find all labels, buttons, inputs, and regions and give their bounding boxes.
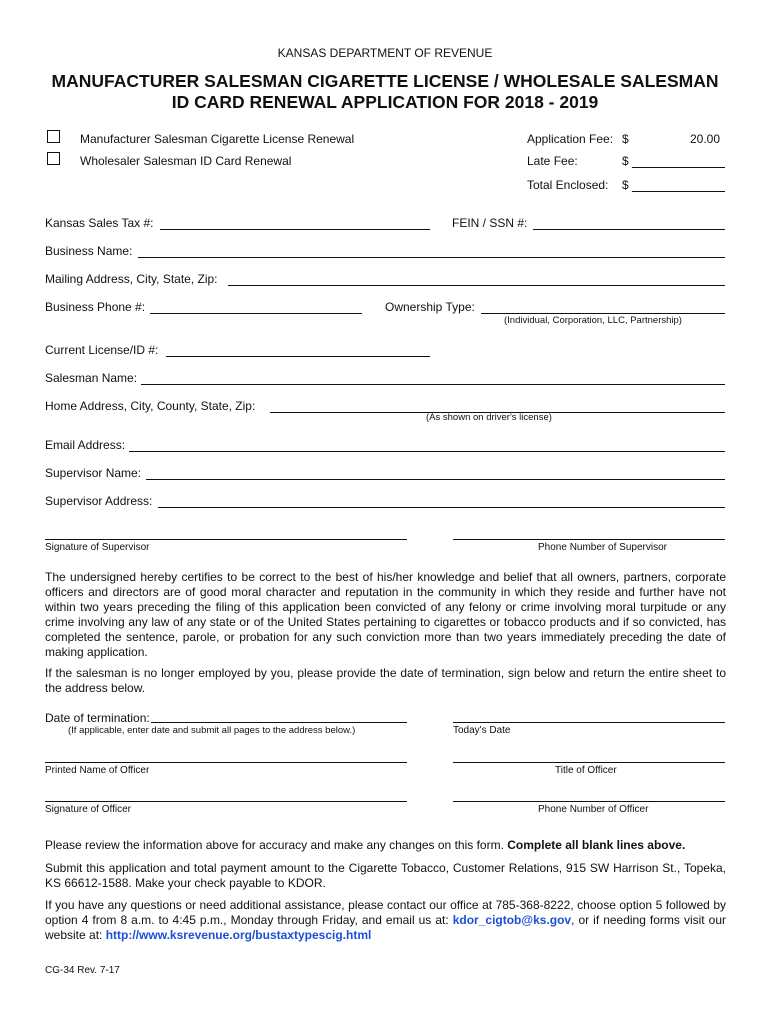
wholesaler-renewal-label: Wholesaler Salesman ID Card Renewal bbox=[80, 154, 292, 168]
total-enclosed-label: Total Enclosed: bbox=[527, 178, 609, 192]
review-notice bbox=[45, 838, 726, 853]
contact-text: If you have any questions or need additional assistance, please contact our office at 785-368-8222, choose option 5 followed by option 4 from 8 a.m. to 4:45 p.m., Monday through Friday, and email us at: bbox=[45, 898, 726, 927]
home-address-hint: (As shown on driver's license) bbox=[426, 412, 552, 423]
email-input[interactable] bbox=[129, 451, 725, 452]
late-fee-label: Late Fee: bbox=[527, 154, 578, 168]
total-enclosed-currency: $ bbox=[622, 178, 629, 192]
mailing-address-input[interactable] bbox=[228, 285, 725, 286]
mailing-address-label: Mailing Address, City, State, Zip: bbox=[45, 272, 218, 286]
todays-date-label: Today's Date bbox=[453, 725, 511, 736]
current-license-input[interactable] bbox=[166, 356, 430, 357]
department-name: KANSAS DEPARTMENT OF REVENUE bbox=[277, 46, 493, 60]
application-fee-label: Application Fee: bbox=[527, 132, 614, 146]
supervisor-address-input[interactable] bbox=[158, 507, 725, 508]
officer-phone-line[interactable] bbox=[453, 801, 725, 802]
officer-signature-line[interactable] bbox=[45, 801, 407, 802]
printed-name-label: Printed Name of Officer bbox=[45, 765, 150, 776]
fein-label: FEIN / SSN #: bbox=[452, 216, 528, 230]
todays-date-line[interactable] bbox=[453, 722, 725, 723]
officer-phone-label: Phone Number of Officer bbox=[538, 804, 649, 815]
review-text: Please review the information above for accuracy and make any changes on this form. bbox=[45, 838, 504, 852]
form-title-line1: MANUFACTURER SALESMAN CIGARETTE LICENSE / WHOLESALE SALESMAN bbox=[51, 71, 719, 91]
supervisor-signature-line[interactable] bbox=[45, 539, 407, 540]
form-title-line2: ID CARD RENEWAL APPLICATION FOR 2018 - 2019 bbox=[171, 92, 599, 112]
salesman-name-label: Salesman Name: bbox=[45, 371, 138, 385]
sales-tax-input[interactable] bbox=[160, 229, 430, 230]
certification-paragraph: The undersigned hereby certifies to be correct to the best of his/her knowledge and belief that all owners, partners, corporate officers and directors are of good moral character and reputation in the community in which they reside and further have not within two years preceding the filing of this application been convicted of any felony or crime involving moral turpitude or any crime involving any law of any state or of the United States pertaining to cigarettes or tobacco products and if so convicted, has completed the sentence, parole, or probation for any such conviction more than two years immediately preceding the date of making application. bbox=[45, 570, 726, 659]
home-address-label: Home Address, City, County, State, Zip: bbox=[45, 399, 256, 413]
officer-title-label: Title of Officer bbox=[555, 765, 617, 776]
sales-tax-label: Kansas Sales Tax #: bbox=[45, 216, 154, 230]
termination-date-hint: (If applicable, enter date and submit all pages to the address below.) bbox=[68, 725, 356, 736]
supervisor-phone-label: Phone Number of Supervisor bbox=[538, 542, 667, 553]
manufacturer-renewal-label: Manufacturer Salesman Cigarette License Renewal bbox=[80, 132, 355, 146]
ownership-type-hint: (Individual, Corporation, LLC, Partnership) bbox=[504, 315, 682, 326]
contact-instructions bbox=[45, 898, 726, 943]
supervisor-name-label: Supervisor Name: bbox=[45, 466, 142, 480]
supervisor-name-input[interactable] bbox=[146, 479, 725, 480]
supervisor-phone-line[interactable] bbox=[453, 539, 725, 540]
review-bold-text: Complete all blank lines above. bbox=[507, 838, 686, 852]
wholesaler-renewal-checkbox[interactable] bbox=[47, 152, 60, 165]
business-phone-label: Business Phone #: bbox=[45, 300, 146, 314]
form-number: CG-34 Rev. 7-17 bbox=[45, 965, 120, 976]
late-fee-input[interactable] bbox=[632, 167, 725, 168]
salesman-name-input[interactable] bbox=[141, 384, 725, 385]
ownership-type-input[interactable] bbox=[481, 313, 725, 314]
supervisor-address-label: Supervisor Address: bbox=[45, 494, 153, 508]
fein-input[interactable] bbox=[533, 229, 725, 230]
officer-signature-label: Signature of Officer bbox=[45, 804, 131, 815]
application-fee-value: 20.00 bbox=[690, 132, 721, 146]
manufacturer-renewal-checkbox[interactable] bbox=[47, 130, 60, 143]
application-fee-currency: $ bbox=[622, 132, 629, 146]
total-enclosed-input[interactable] bbox=[632, 191, 725, 192]
printed-name-line[interactable] bbox=[45, 762, 407, 763]
website-link[interactable]: http://www.ksrevenue.org/bustaxtypescig.html bbox=[105, 928, 372, 942]
current-license-label: Current License/ID #: bbox=[45, 343, 159, 357]
submit-instructions: Submit this application and total payment amount to the Cigarette Tobacco, Customer Relations, 915 SW Harrison St., Topeka, KS 66612-1588. Make your check payable to KDOR. bbox=[45, 861, 726, 890]
termination-instructions: If the salesman is no longer employed by you, please provide the date of termination, sign below and return the entire sheet to the address below. bbox=[45, 666, 726, 695]
contact-text-continued: , or if needing forms visit our website at: bbox=[45, 913, 726, 942]
business-name-input[interactable] bbox=[138, 257, 725, 258]
ownership-type-label: Ownership Type: bbox=[385, 300, 475, 314]
officer-title-line[interactable] bbox=[453, 762, 725, 763]
email-label: Email Address: bbox=[45, 438, 126, 452]
late-fee-currency: $ bbox=[622, 154, 629, 168]
termination-date-label: Date of termination: bbox=[45, 711, 150, 725]
supervisor-signature-label: Signature of Supervisor bbox=[45, 542, 150, 553]
contact-email-link[interactable]: kdor_cigtob@ks.gov bbox=[452, 913, 572, 927]
business-name-label: Business Name: bbox=[45, 244, 133, 258]
business-phone-input[interactable] bbox=[150, 313, 362, 314]
termination-date-input[interactable] bbox=[151, 722, 407, 723]
